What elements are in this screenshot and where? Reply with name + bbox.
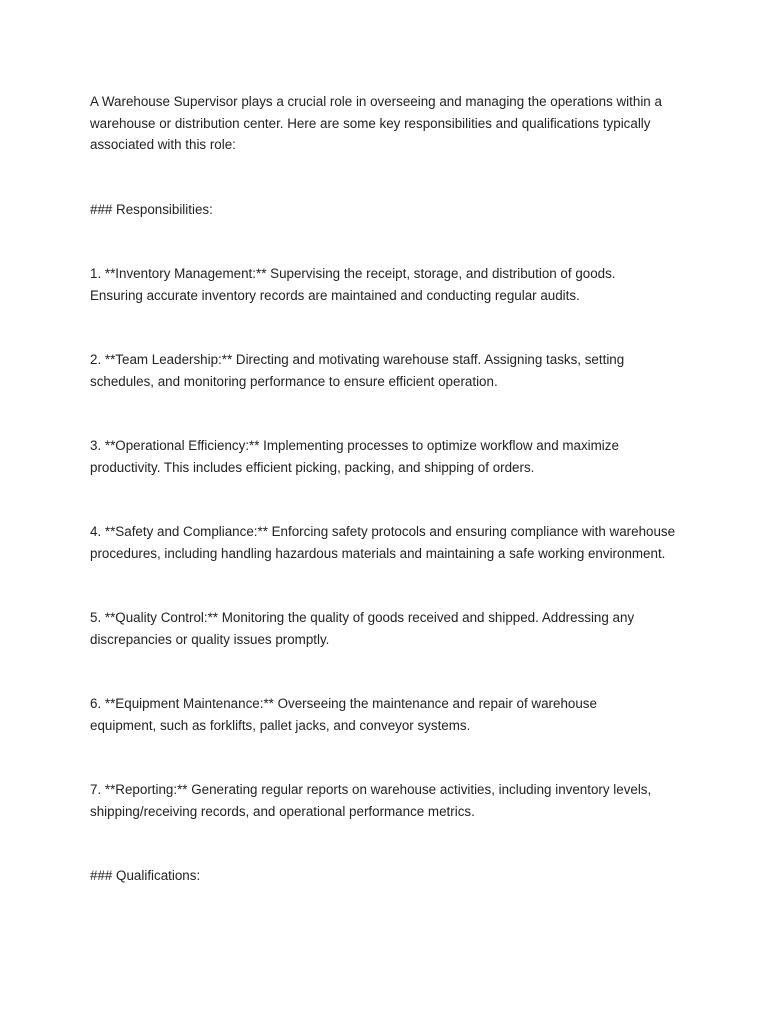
list-item: 5. **Quality Control:** Monitoring the quality of goods received and shipped. Addressing any discrepancies or quality issues promptly. <box>90 610 635 647</box>
list-item: 2. **Team Leadership:** Directing and motivating warehouse staff. Assigning tasks, setting schedules, and monitoring performance to ensure efficient operation. <box>90 352 625 389</box>
list-item: 4. **Safety and Compliance:** Enforcing safety protocols and ensuring compliance with warehouse procedures, including handling hazardous materials and maintaining a safe working environment. <box>90 524 676 561</box>
qualifications-heading: ### Qualifications: <box>90 868 201 883</box>
list-item: 6. **Equipment Maintenance:** Overseeing the maintenance and repair of warehouse equipment, such as forklifts, pallet jacks, and conveyor systems. <box>90 696 597 733</box>
intro-paragraph: A Warehouse Supervisor plays a crucial role in overseeing and managing the operations within a warehouse or distribution center. Here are some key responsibilities and qualifications typically associated with this role: <box>90 94 662 152</box>
list-item: 1. **Inventory Management:** Supervising the receipt, storage, and distribution of goods. Ensuring accurate inventory records are maintained and conducting regular audits. <box>90 266 616 303</box>
list-item: 3. **Operational Efficiency:** Implementing processes to optimize workflow and maximize productivity. This includes efficient picking, packing, and shipping of orders. <box>90 438 619 475</box>
list-item: 7. **Reporting:** Generating regular reports on warehouse activities, including inventory levels, shipping/receiving records, and operational performance metrics. <box>90 782 652 819</box>
document-page <box>90 91 690 887</box>
responsibilities-heading: ### Responsibilities: <box>90 201 213 217</box>
